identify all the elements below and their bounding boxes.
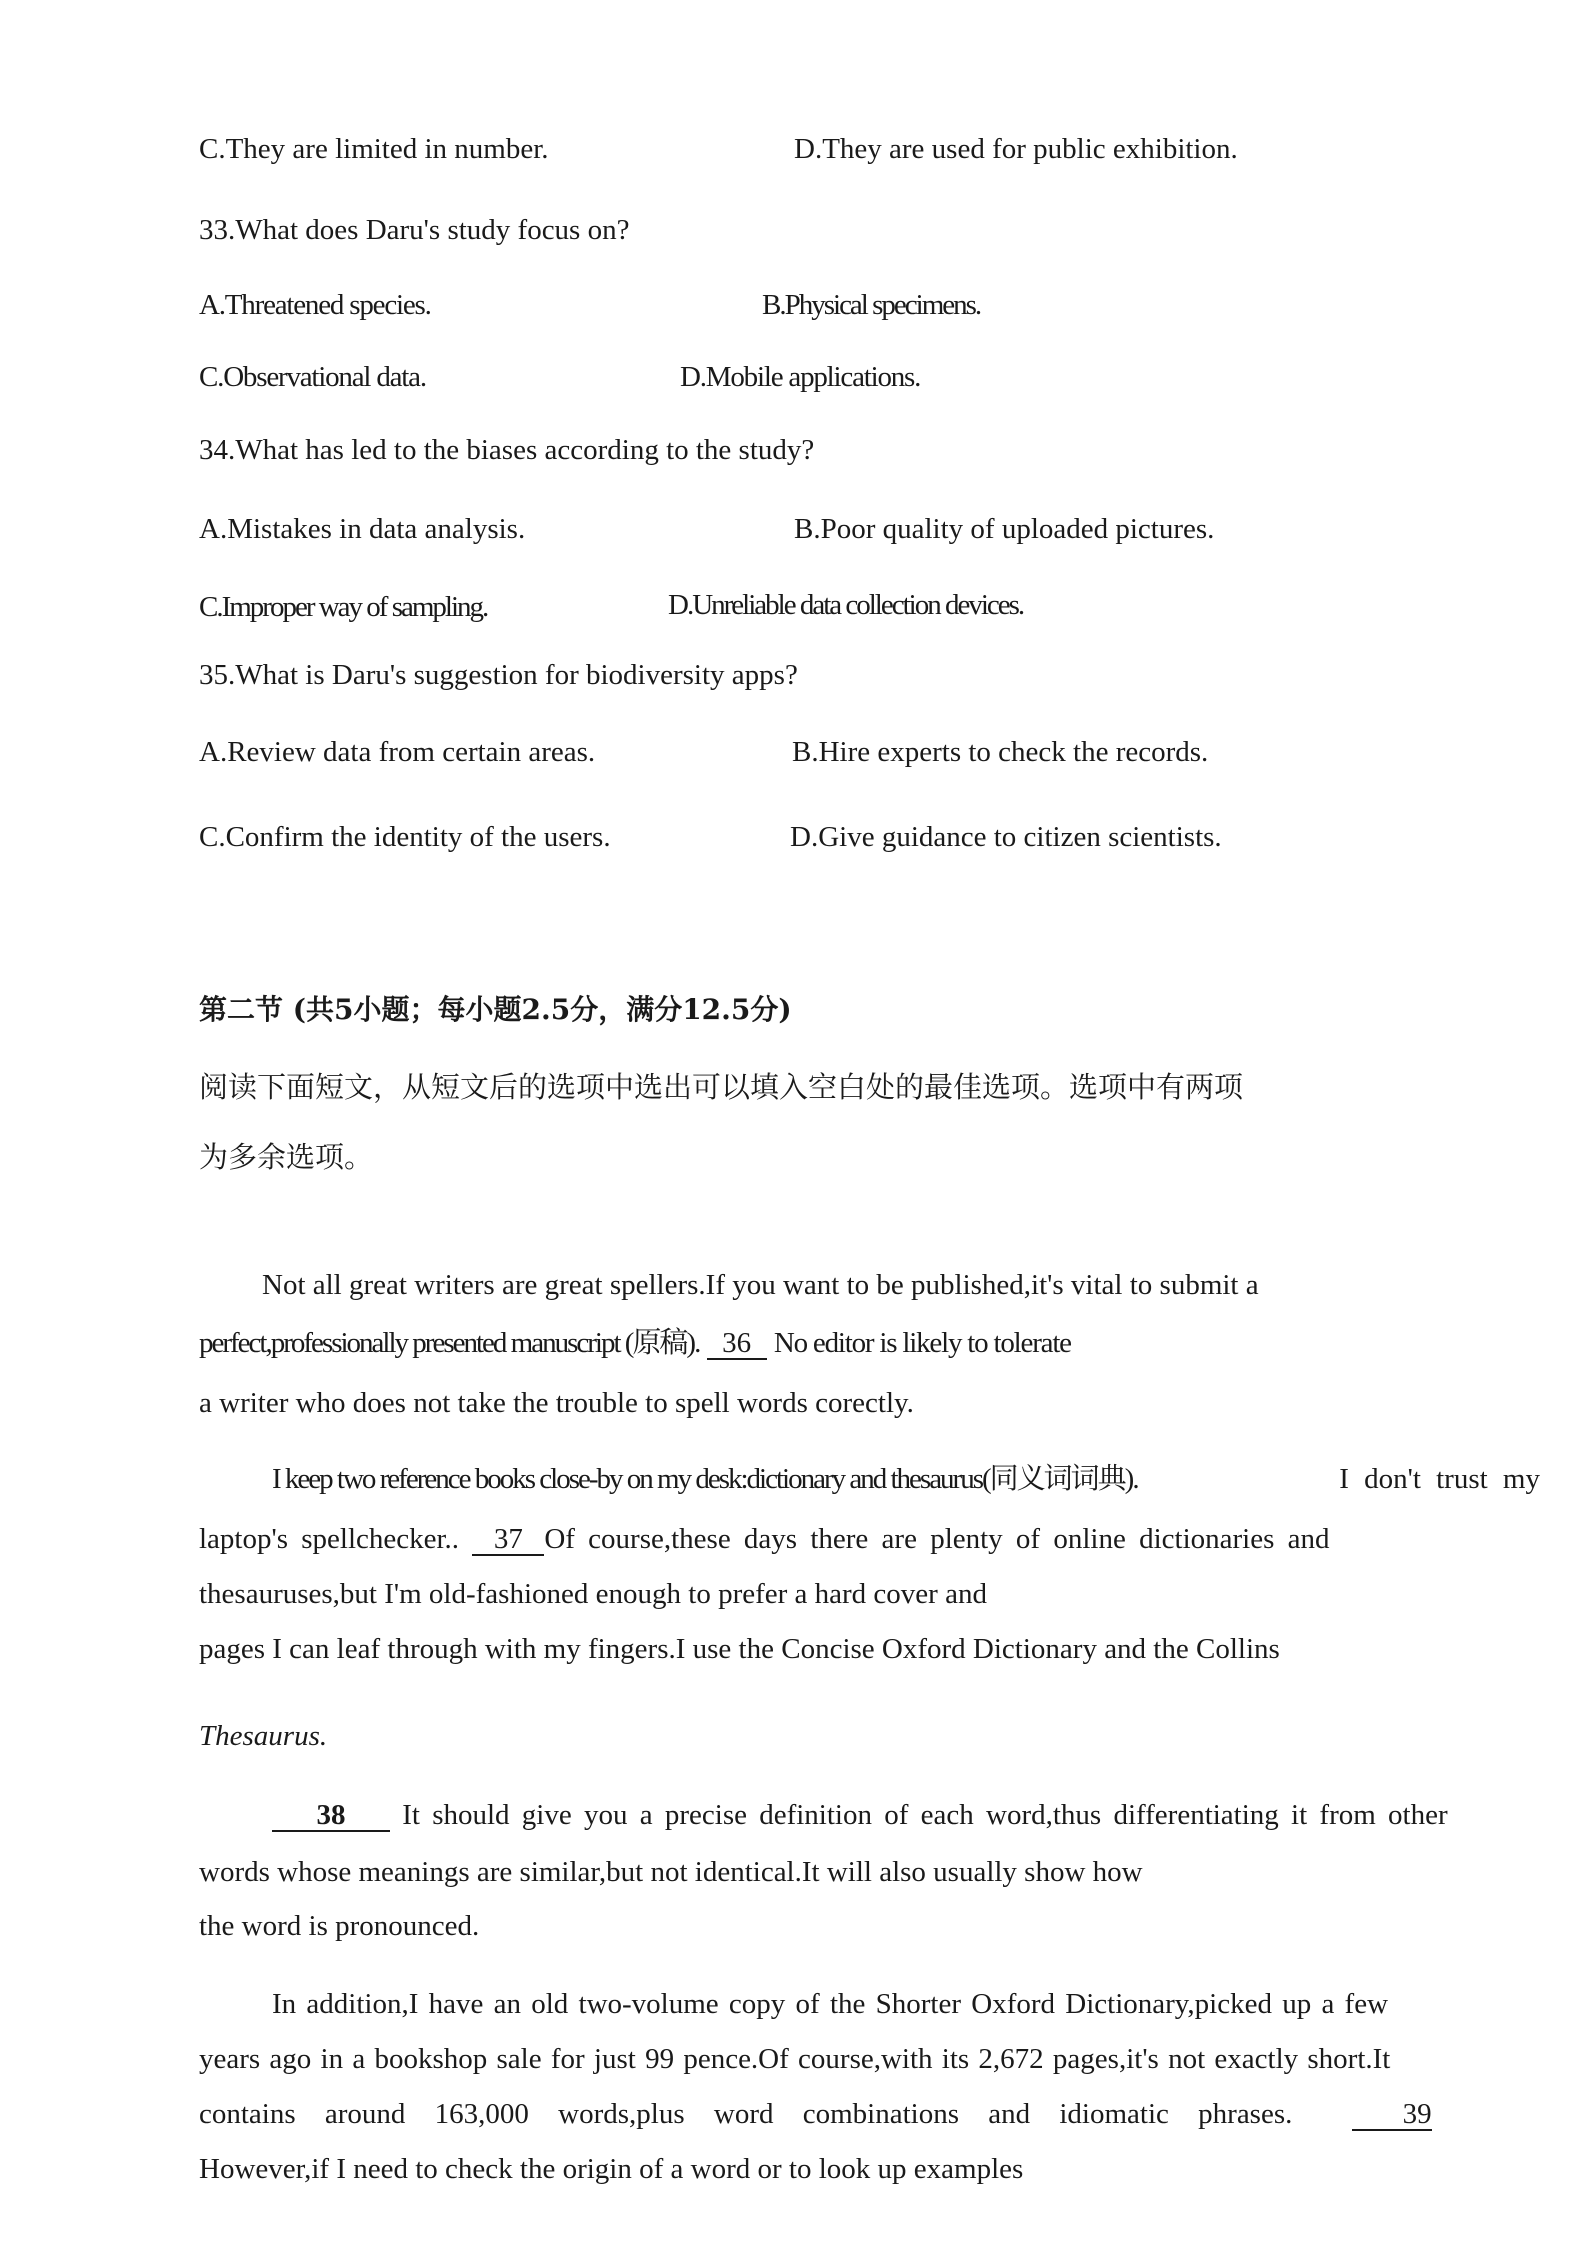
q34-option-b: B.Poor quality of uploaded pictures. (794, 513, 1215, 545)
passage-p3-line-1-text: It should give you a precise definition of each word,thus differentiating it from other (402, 1799, 1448, 1831)
q34-option-a: A.Mistakes in data analysis. (199, 513, 526, 545)
q35-option-a: A.Review data from certain areas. (199, 736, 596, 768)
passage-p3-line-1 (272, 1798, 1540, 1833)
q33-option-c: C.Observational data. (199, 361, 426, 393)
q33-option-b: B.Physical specimens. (762, 289, 981, 321)
q35-option-d: D.Give guidance to citizen scientists. (790, 821, 1222, 853)
passage-p2-line-1-text-a: I keep two reference books close-by on my desk:dictionary and thesaurus(同义词词典). (272, 1463, 1138, 1495)
passage-p4-line-4: However,if I need to check the origin of a word or to look up examples (199, 2153, 1024, 2185)
q34-question: 34.What has led to the biases according to the study? (199, 434, 815, 466)
passage-p4-line-2: years ago in a bookshop sale for just 99 pence.Of course,with its 2,672 pages,it's not exactly short.It (199, 2043, 1391, 2075)
q32-option-d: D.They are used for public exhibition. (794, 133, 1238, 165)
passage-p2-line-2 (199, 1522, 1330, 1557)
q33-question: 33.What does Daru's study focus on? (199, 214, 630, 246)
passage-p1-line-2-text-b: No editor is likely to tolerate (773, 1327, 1071, 1359)
passage-p2-line-1-text-b: I don't trust my (1339, 1463, 1540, 1495)
q35-option-c: C.Confirm the identity of the users. (199, 821, 611, 853)
passage-p1-line-1: Not all great writers are great spellers.If you want to be published,it's vital to submit a (262, 1269, 1259, 1301)
passage-p2-line-4: pages I can leaf through with my fingers.I use the Concise Oxford Dictionary and the Collins (199, 1633, 1280, 1665)
blank-38: 38 (272, 1801, 390, 1832)
passage-p1-line-3: a writer who does not take the trouble to spell words corectly. (199, 1387, 914, 1419)
q33-option-d: D.Mobile applications. (680, 361, 921, 393)
passage-p4-line-1: In addition,I have an old two-volume copy of the Shorter Oxford Dictionary,picked up a few (272, 1988, 1389, 2020)
q33-option-a: A.Threatened species. (199, 289, 431, 321)
passage-p1-line-2-text-a: perfect,professionally presented manuscript (原稿). (199, 1327, 700, 1359)
blank-36: 36 (707, 1329, 767, 1360)
passage-p2-line-2-text-a: laptop's spellchecker.. (199, 1523, 460, 1555)
blank-37: 37 (472, 1525, 544, 1556)
passage-p2-line-1 (272, 1462, 1540, 1497)
section2-instruction-line-1: 阅读下面短文，从短文后的选项中选出可以填入空白处的最佳选项。选项中有两项 (199, 1070, 1244, 1104)
q34-option-d: D.Unreliable data collection devices. (668, 589, 1024, 621)
passage-p3-line-2: words whose meanings are similar,but not identical.It will also usually show how (199, 1856, 1143, 1888)
section2-heading: 第二节 (共5小题；每小题2.5分，满分12.5分) (199, 993, 792, 1026)
q35-question: 35.What is Daru's suggestion for biodiversity apps? (199, 659, 798, 691)
q35-option-b: B.Hire experts to check the records. (792, 736, 1209, 768)
passage-p2-line-5: Thesaurus. (199, 1720, 328, 1752)
passage-p4-line-3-text: contains around 163,000 words,plus word combinations and idiomatic phrases. (199, 2098, 1293, 2130)
passage-p4-line-3 (199, 2097, 1432, 2132)
passage-p2-line-3: thesauruses,but I'm old-fashioned enough to prefer a hard cover and (199, 1578, 987, 1610)
q32-option-c: C.They are limited in number. (199, 133, 549, 165)
passage-p3-line-3: the word is pronounced. (199, 1910, 480, 1942)
blank-39: 39 (1352, 2100, 1432, 2131)
q34-option-c: C.Improper way of sampling. (199, 591, 488, 623)
section2-instruction-line-2: 为多余选项。 (199, 1140, 374, 1174)
passage-p2-line-2-text-b: Of course,these days there are plenty of online dictionaries and (544, 1523, 1330, 1555)
passage-p1-line-2 (199, 1326, 1071, 1361)
